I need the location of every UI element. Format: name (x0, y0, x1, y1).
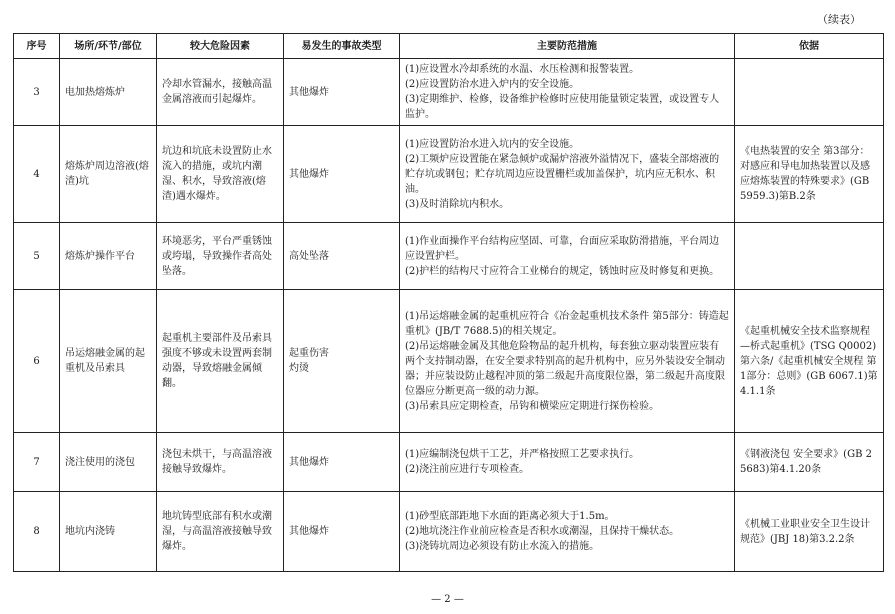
cell-place: 地坑内浇铸 (60, 492, 157, 572)
cell-place: 浇注使用的浇包 (60, 433, 157, 492)
cell-place: 电加热熔炼炉 (60, 59, 157, 126)
table-row (14, 492, 884, 572)
measure-item: (3)吊索具应定期检查，吊钩和横梁应定期进行探伤检验。 (405, 400, 660, 412)
measure-item: (1)吊运熔融金属的起重机应符合《冶金起重机技术条件 第5部分：铸造起重机》(JB/T 7688.5)的相关规定。 (405, 310, 729, 337)
cell-place: 吊运熔融金属的起重机及吊索具 (60, 290, 157, 433)
cell-accident: 起重伤害 灼烫 (284, 290, 400, 433)
cell-no: 6 (14, 290, 60, 433)
cell-measures (400, 59, 735, 126)
header-measures: 主要防范措施 (400, 34, 735, 59)
table-header-row (14, 34, 884, 59)
cell-risk: 地坑铸型底部有积水或潮湿，与高温溶液接触导致爆炸。 (157, 492, 284, 572)
cell-measures (400, 223, 735, 290)
cell-accident: 其他爆炸 (284, 433, 400, 492)
cell-no: 8 (14, 492, 60, 572)
cell-basis: 《钢液浇包 安全要求》(GB 25683)第4.1.20条 (735, 433, 884, 492)
table-row (14, 59, 884, 126)
cell-place: 熔炼炉操作平台 (60, 223, 157, 290)
measure-item: (3)及时消除坑内积水。 (405, 198, 510, 210)
continued-label: （续表） (817, 13, 861, 26)
header-accident: 易发生的事故类型 (284, 34, 400, 59)
cell-risk: 浇包未烘干，与高温溶液接触导致爆炸。 (157, 433, 284, 492)
measure-item: (2)吊运熔融金属及其他危险物品的起升机构，每套独立驱动装置应装有两个支持制动器，在安全要求特别高的起升机构中，应另外装设安全制动器；并应装设防止越程冲顶的第二级起升高度限位器，第二级起升高度限位器应分断更高一级的动力源。 (405, 340, 725, 397)
measure-item: (1)作业面操作平台结构应坚固、可靠，台面应采取防滑措施，平台周边应设置护栏。 (405, 235, 720, 262)
cell-risk: 起重机主要部件及吊索具强度不够或未设置两套制动器，导致熔融金属倾翻。 (157, 290, 284, 433)
cell-no: 3 (14, 59, 60, 126)
cell-accident: 高处坠落 (284, 223, 400, 290)
cell-basis: 《起重机械安全技术监察规程—桥式起重机》(TSG Q0002)第六条/《起重机械安全规程 第1部分：总则》(GB 6067.1)第4.1.1条 (735, 290, 884, 433)
cell-place: 熔炼炉周边溶液(熔渣)坑 (60, 126, 157, 223)
cell-risk: 环境恶劣，平台严重锈蚀或垮塌，导致操作者高处坠落。 (157, 223, 284, 290)
cell-risk: 坑边和坑底未设置防止水流入的措施，或坑内潮湿、积水，导致溶液(熔渣)遇水爆炸。 (157, 126, 284, 223)
cell-measures (400, 290, 735, 433)
cell-accident: 其他爆炸 (284, 126, 400, 223)
cell-basis: 《机械工业职业安全卫生设计规范》(JBJ 18)第3.2.2条 (735, 492, 884, 572)
measure-item: (1)应设置水冷却系统的水温、水压检测和报警装置。 (405, 64, 640, 75)
measure-item: (2)工频炉应设置能在紧急倾炉或漏炉溶液外溢情况下，盛装全部熔液的贮存坑或钢包；贮存坑周边应设置栅栏或加盖保护，坑内应无积水、积油。 (405, 153, 720, 195)
cell-accident: 其他爆炸 (284, 59, 400, 126)
table-row (14, 223, 884, 290)
measure-item: (1)砂型底部距地下水面的距离必须大于1.5m。 (405, 511, 615, 522)
cell-basis (735, 59, 884, 126)
header-no: 序号 (14, 34, 60, 59)
measure-item: (3)定期维护、检修，设备维护检修时应使用能量锁定装置，或设置专人监护。 (405, 94, 720, 120)
header-basis: 依据 (735, 34, 884, 59)
cell-basis: 《电热装置的安全 第3部分：对感应和导电加热装置以及感应熔炼装置的特殊要求》(GB 5959.3)第B.2条 (735, 126, 884, 223)
measure-item: (2)地坑浇注作业前应检查是否积水或潮湿，且保持干燥状态。 (405, 526, 680, 537)
table-row (14, 433, 884, 492)
cell-no: 7 (14, 433, 60, 492)
cell-no: 4 (14, 126, 60, 223)
cell-accident: 其他爆炸 (284, 492, 400, 572)
hazard-table (13, 33, 884, 572)
measure-item: (2)护栏的结构尺寸应符合工业梯台的规定，锈蚀时应及时修复和更换。 (405, 265, 720, 277)
header-risk: 较大危险因素 (157, 34, 284, 59)
cell-no: 5 (14, 223, 60, 290)
cell-risk: 冷却水管漏水，接触高温金属溶液而引起爆炸。 (157, 59, 284, 126)
cell-basis (735, 223, 884, 290)
measure-item: (2)浇注前应进行专项检查。 (405, 464, 530, 475)
measure-item: (1)应编制浇包烘干工艺，并严格按照工艺要求执行。 (405, 449, 640, 460)
page-number: — 2 — (431, 594, 464, 605)
table-row (14, 126, 884, 223)
cell-measures (400, 433, 735, 492)
cell-measures (400, 492, 735, 572)
measure-item: (1)应设置防治水进入坑内的安全设施。 (405, 138, 580, 150)
measure-item: (2)应设置防治水进入炉内的安全设施。 (405, 79, 580, 90)
cell-measures (400, 126, 735, 223)
table-row (14, 290, 884, 433)
measure-item: (3)浇铸坑周边必须设有防止水流入的措施。 (405, 541, 600, 552)
header-place: 场所/环节/部位 (60, 34, 157, 59)
